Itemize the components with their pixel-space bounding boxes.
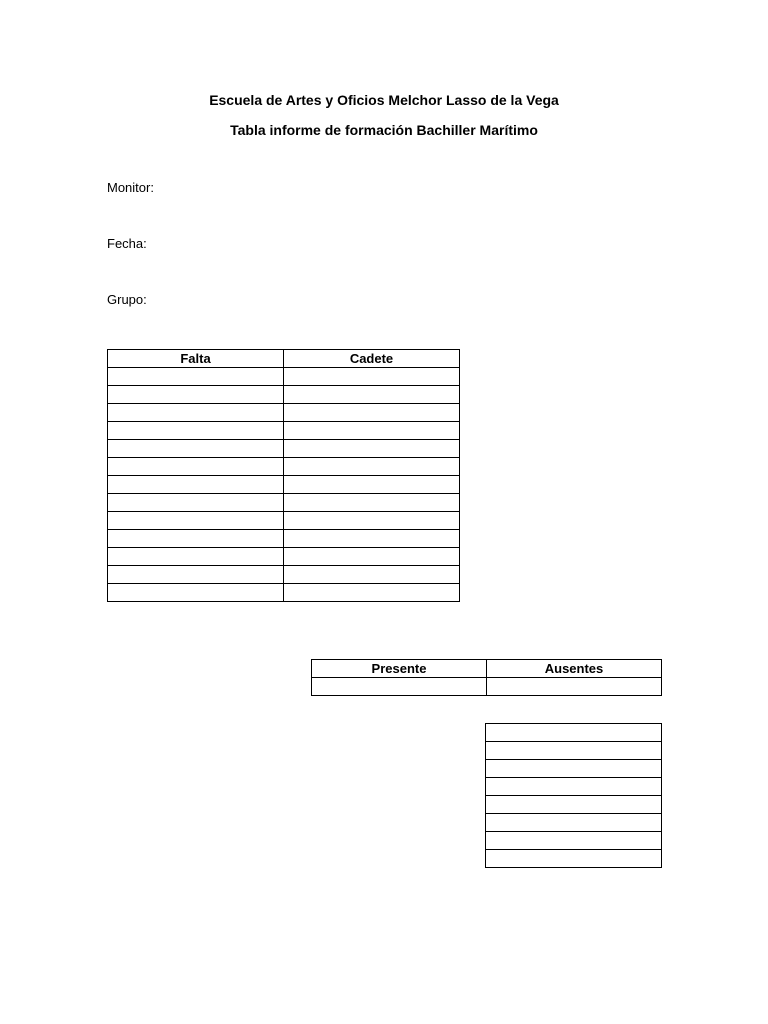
table-cell[interactable] bbox=[108, 476, 284, 494]
table-cell[interactable] bbox=[284, 476, 460, 494]
school-title: Escuela de Artes y Oficios Melchor Lasso de la Vega bbox=[209, 92, 559, 108]
table-cell[interactable] bbox=[108, 530, 284, 548]
table-cell[interactable] bbox=[284, 548, 460, 566]
table-cell[interactable] bbox=[108, 458, 284, 476]
table-row bbox=[108, 584, 460, 602]
table-row bbox=[108, 404, 460, 422]
table-row bbox=[108, 458, 460, 476]
table-cell[interactable] bbox=[108, 494, 284, 512]
table-cell[interactable] bbox=[486, 742, 662, 760]
table-cell[interactable] bbox=[486, 796, 662, 814]
table-cell[interactable] bbox=[284, 584, 460, 602]
table-header-row bbox=[108, 350, 460, 368]
fecha-label: Fecha: bbox=[107, 236, 147, 251]
table-cell[interactable] bbox=[284, 530, 460, 548]
report-title: Tabla informe de formación Bachiller Marítimo bbox=[230, 122, 538, 138]
table-row bbox=[486, 760, 662, 778]
table-cell[interactable] bbox=[487, 678, 662, 696]
table-cell[interactable] bbox=[284, 368, 460, 386]
table-row bbox=[486, 724, 662, 742]
table-cell[interactable] bbox=[108, 566, 284, 584]
grupo-label: Grupo: bbox=[107, 292, 147, 307]
table-cell[interactable] bbox=[284, 404, 460, 422]
table-cell[interactable] bbox=[108, 368, 284, 386]
table-cell[interactable] bbox=[312, 678, 487, 696]
table-cell[interactable] bbox=[486, 814, 662, 832]
table-cell[interactable] bbox=[486, 850, 662, 868]
header-falta: Falta bbox=[108, 350, 284, 368]
table-cell[interactable] bbox=[108, 584, 284, 602]
table-row bbox=[486, 742, 662, 760]
table-cell[interactable] bbox=[108, 422, 284, 440]
table-cell[interactable] bbox=[284, 512, 460, 530]
header-ausentes: Ausentes bbox=[487, 660, 662, 678]
table-row bbox=[108, 512, 460, 530]
header-cadete: Cadete bbox=[284, 350, 460, 368]
table-row bbox=[486, 796, 662, 814]
table-cell[interactable] bbox=[284, 566, 460, 584]
table-cell[interactable] bbox=[108, 548, 284, 566]
table-row bbox=[486, 850, 662, 868]
table-row bbox=[108, 440, 460, 458]
table-row bbox=[486, 778, 662, 796]
table-row bbox=[486, 814, 662, 832]
table-cell[interactable] bbox=[486, 832, 662, 850]
table-row bbox=[108, 548, 460, 566]
table-cell[interactable] bbox=[284, 458, 460, 476]
table-cell[interactable] bbox=[486, 724, 662, 742]
monitor-label: Monitor: bbox=[107, 180, 154, 195]
table-cell[interactable] bbox=[486, 778, 662, 796]
table-cell[interactable] bbox=[108, 404, 284, 422]
header-presente: Presente bbox=[312, 660, 487, 678]
table-row bbox=[108, 566, 460, 584]
table-row bbox=[486, 832, 662, 850]
table-cell[interactable] bbox=[284, 494, 460, 512]
table-row bbox=[108, 494, 460, 512]
table-cell[interactable] bbox=[284, 386, 460, 404]
table-row bbox=[108, 476, 460, 494]
falta-cadete-table bbox=[107, 349, 460, 602]
table-cell[interactable] bbox=[108, 440, 284, 458]
table-cell[interactable] bbox=[108, 512, 284, 530]
table-header-row bbox=[312, 660, 662, 678]
table-cell[interactable] bbox=[108, 386, 284, 404]
table-row bbox=[108, 422, 460, 440]
table-cell[interactable] bbox=[284, 422, 460, 440]
table-row bbox=[108, 530, 460, 548]
table-cell[interactable] bbox=[284, 440, 460, 458]
table-row bbox=[312, 678, 662, 696]
absentees-table bbox=[485, 723, 662, 868]
attendance-table bbox=[311, 659, 662, 696]
table-cell[interactable] bbox=[486, 760, 662, 778]
table-row bbox=[108, 368, 460, 386]
table-row bbox=[108, 386, 460, 404]
